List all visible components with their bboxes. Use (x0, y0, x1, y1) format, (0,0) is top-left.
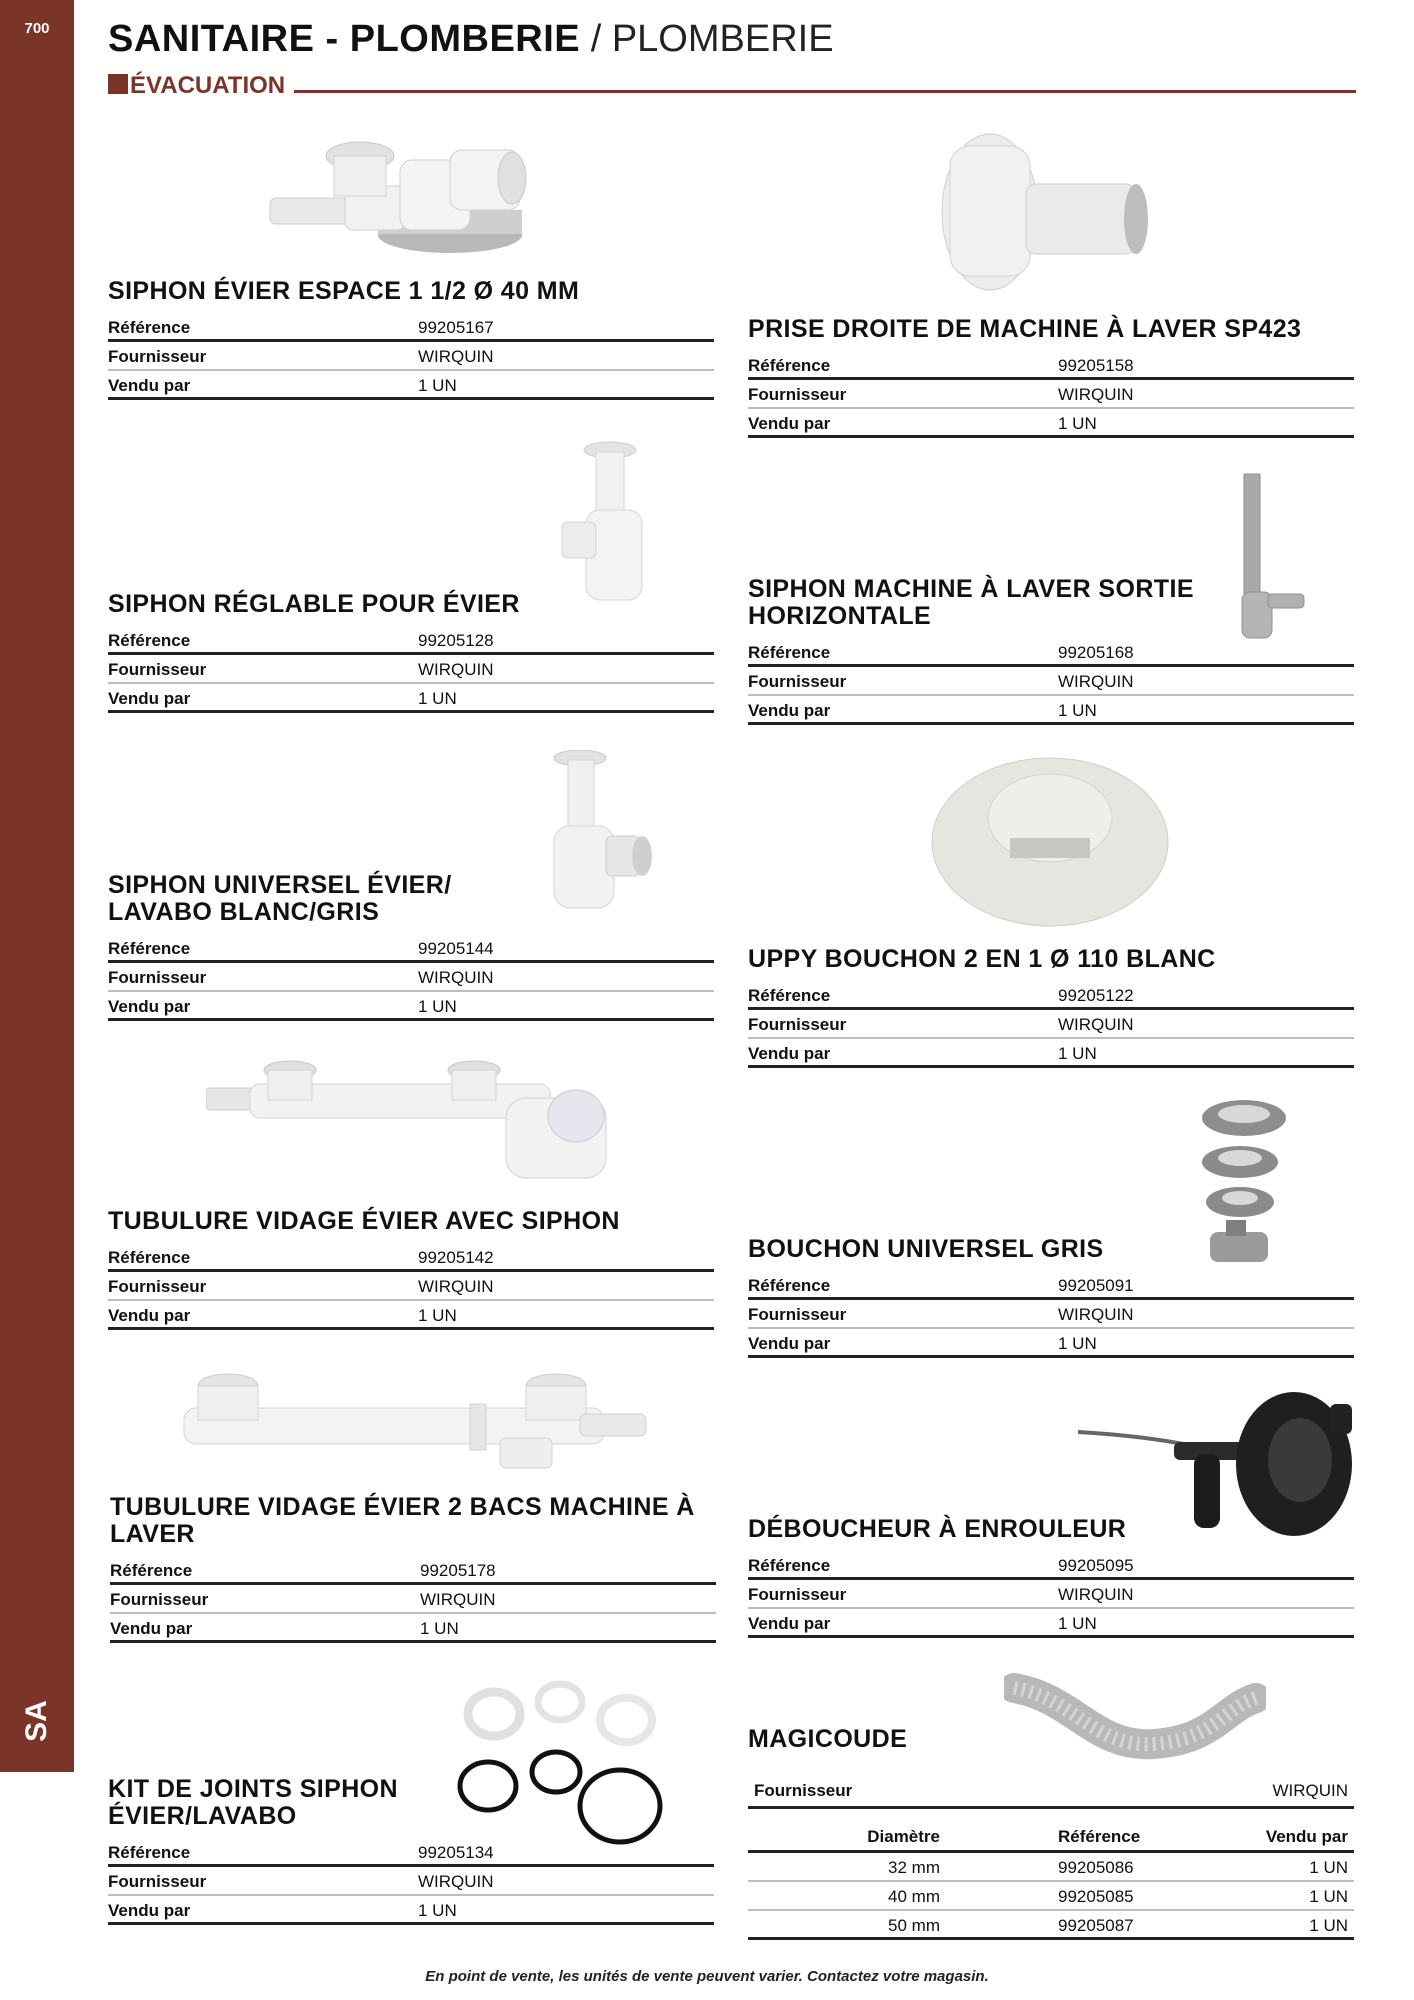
section-code: SA (20, 1700, 53, 1742)
product-title: TUBULURE VIDAGE ÉVIER 2 BACS MACHINE À LAVER (110, 1493, 695, 1548)
spec-table (108, 934, 714, 1021)
tubulure-siphon-image (206, 1058, 626, 1188)
table-row: 32 mm 99205086 1 UN (748, 1853, 1354, 1882)
spec-row-reference: Référence 99205128 (108, 626, 714, 655)
spec-row-fournisseur: Fournisseur WIRQUIN (108, 1272, 714, 1301)
spec-row-vendu-par: Vendu par 1 UN (108, 684, 714, 713)
spec-table (108, 1243, 714, 1330)
product-uppy-bouchon (748, 946, 1354, 1068)
spec-row-fournisseur: Fournisseur WIRQUIN (108, 655, 714, 684)
product-kit-joints (108, 1776, 714, 1925)
product-magicoude (748, 1726, 1354, 1940)
table-row: 50 mm 99205087 1 UN (748, 1911, 1354, 1940)
spec-row-fournisseur: Fournisseur WIRQUIN (110, 1585, 716, 1614)
product-deboucheur (748, 1516, 1354, 1638)
header-vendu-par: Vendu par (1265, 1827, 1348, 1846)
footer-note: En point de vente, les unités de vente peuvent varier. Contactez votre magasin. (425, 1968, 989, 1985)
product-title: UPPY BOUCHON 2 EN 1 Ø 110 BLANC (748, 945, 1216, 973)
spec-row-reference: Référence 99205142 (108, 1243, 714, 1272)
product-siphon-reglable (108, 591, 714, 713)
spec-row-vendu-par: Vendu par 1 UN (748, 1329, 1354, 1358)
uppy-bouchon-image (930, 752, 1170, 932)
spec-row-fournisseur: Fournisseur WIRQUIN (108, 342, 714, 371)
spec-row-reference: Référence 99205134 (108, 1838, 714, 1867)
product-tubulure-2-bacs (110, 1494, 716, 1643)
spec-row-vendu-par: Vendu par 1 UN (108, 1896, 714, 1925)
spec-row-vendu-par: Vendu par 1 UN (110, 1614, 716, 1643)
spec-row-vendu-par: Vendu par 1 UN (748, 1609, 1354, 1638)
spec-table (748, 1551, 1354, 1638)
page-title-main: SANITAIRE - PLOMBERIE (108, 18, 581, 60)
spec-table (108, 626, 714, 713)
product-title: SIPHON MACHINE À LAVER SORTIE HORIZONTALE (748, 575, 1194, 630)
product-title: PRISE DROITE DE MACHINE À LAVER SP423 (748, 315, 1302, 343)
category-header (108, 72, 1356, 98)
product-title: SIPHON RÉGLABLE POUR ÉVIER (108, 590, 520, 618)
product-prise-droite (748, 316, 1354, 438)
magicoude-header-row (748, 1817, 1354, 1853)
page-number: 700 (24, 20, 50, 37)
product-title: KIT DE JOINTS SIPHON ÉVIER/LAVABO (108, 1775, 398, 1830)
table-row: 40 mm 99205085 1 UN (748, 1882, 1354, 1911)
category-rule (294, 90, 1356, 93)
tubulure-2-bacs-image (180, 1368, 650, 1474)
spec-row-reference: Référence 99205095 (748, 1551, 1354, 1580)
spec-table (108, 313, 714, 400)
spec-table (748, 638, 1354, 725)
magicoude-fournisseur-row: Fournisseur WIRQUIN (748, 1773, 1354, 1809)
spec-row-vendu-par: Vendu par 1 UN (108, 1301, 714, 1330)
spec-row-fournisseur: Fournisseur WIRQUIN (748, 667, 1354, 696)
spec-table (748, 1271, 1354, 1358)
prise-droite-image (940, 126, 1160, 296)
page-title (108, 18, 834, 61)
spec-row-fournisseur: Fournisseur WIRQUIN (748, 1300, 1354, 1329)
spec-row-vendu-par: Vendu par 1 UN (108, 371, 714, 400)
spec-row-vendu-par: Vendu par 1 UN (748, 1039, 1354, 1068)
product-bouchon-universel (748, 1236, 1354, 1358)
spec-row-vendu-par: Vendu par 1 UN (108, 992, 714, 1021)
spec-row-fournisseur: Fournisseur WIRQUIN (748, 1010, 1354, 1039)
product-title: DÉBOUCHEUR À ENROULEUR (748, 1515, 1127, 1543)
spec-table (110, 1556, 716, 1643)
product-siphon-universel (108, 872, 714, 1021)
spec-row-fournisseur: Fournisseur WIRQUIN (748, 380, 1354, 409)
spec-row-fournisseur: Fournisseur WIRQUIN (748, 1580, 1354, 1609)
page-title-sub: / PLOMBERIE (580, 18, 834, 60)
sidebar (0, 0, 74, 1772)
product-siphon-machine (748, 576, 1354, 725)
siphon-reglable-image (556, 440, 656, 610)
magicoude-table (748, 1773, 1354, 1940)
spec-row-fournisseur: Fournisseur WIRQUIN (108, 1867, 714, 1896)
spec-row-reference: Référence 99205144 (108, 934, 714, 963)
product-title: SIPHON UNIVERSEL ÉVIER/ LAVABO BLANC/GRIS (108, 871, 452, 926)
spec-row-reference: Référence 99205158 (748, 351, 1354, 380)
product-title: SIPHON ÉVIER ESPACE 1 1/2 Ø 40 MM (108, 277, 580, 305)
product-title: TUBULURE VIDAGE ÉVIER AVEC SIPHON (108, 1207, 620, 1235)
header-diametre: Diamètre (867, 1827, 940, 1846)
product-tubulure-siphon (108, 1208, 714, 1330)
header-reference: Référence (1058, 1827, 1141, 1846)
spec-table (748, 981, 1354, 1068)
category-square-icon (108, 74, 128, 94)
spec-row-reference: Référence 99205168 (748, 638, 1354, 667)
spec-row-vendu-par: Vendu par 1 UN (748, 696, 1354, 725)
siphon-espace-image (250, 120, 570, 260)
spec-row-reference: Référence 99205122 (748, 981, 1354, 1010)
spec-table (108, 1838, 714, 1925)
spec-row-reference: Référence 99205167 (108, 313, 714, 342)
spec-row-fournisseur: Fournisseur WIRQUIN (108, 963, 714, 992)
product-siphon-espace (108, 278, 714, 400)
spec-table (748, 351, 1354, 438)
spec-row-vendu-par: Vendu par 1 UN (748, 409, 1354, 438)
spec-row-reference: Référence 99205178 (110, 1556, 716, 1585)
category-label: ÉVACUATION (130, 72, 286, 99)
product-title: MAGICOUDE (748, 1725, 908, 1753)
spec-row-reference: Référence 99205091 (748, 1271, 1354, 1300)
product-title: BOUCHON UNIVERSEL GRIS (748, 1235, 1104, 1263)
